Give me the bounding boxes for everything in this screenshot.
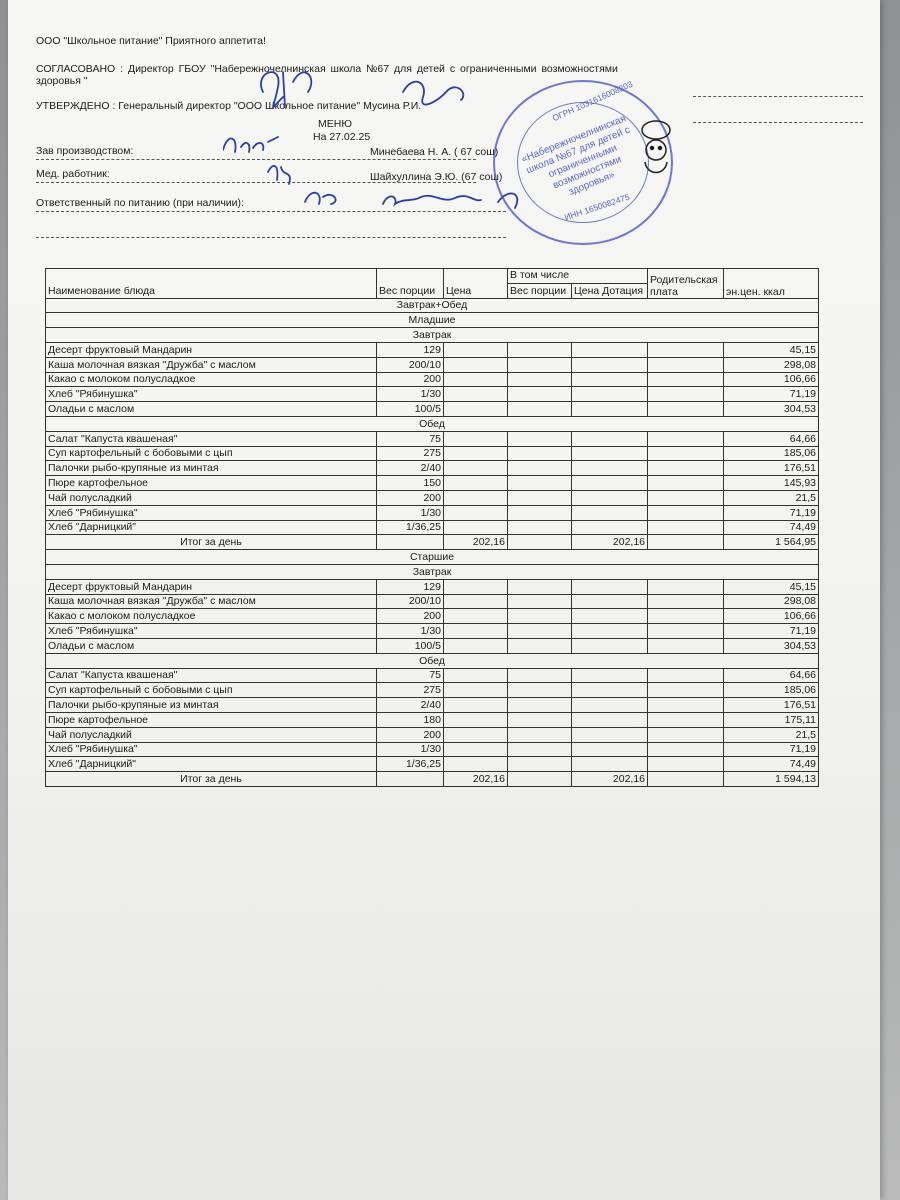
dish-name: Десерт фруктовый Мандарин bbox=[46, 342, 377, 357]
dish-sub-portion bbox=[508, 461, 572, 476]
table-row bbox=[46, 609, 819, 624]
dish-parent-pay bbox=[648, 372, 724, 387]
dish-sub-portion bbox=[508, 712, 572, 727]
dish-parent-pay bbox=[648, 668, 724, 683]
table-row bbox=[46, 342, 819, 357]
dish-kcal: 64,66 bbox=[724, 668, 819, 683]
group-title-row bbox=[46, 550, 819, 565]
dish-sub-portion bbox=[508, 520, 572, 535]
dish-sub-portion bbox=[508, 624, 572, 639]
dish-subsidy-price bbox=[572, 387, 648, 402]
total-price: 202,16 bbox=[444, 772, 508, 787]
dish-kcal: 298,08 bbox=[724, 357, 819, 372]
section-title-row bbox=[46, 564, 819, 579]
group-title: Старшие bbox=[46, 550, 819, 565]
dish-price bbox=[444, 579, 508, 594]
dish-kcal: 175,11 bbox=[724, 712, 819, 727]
col-header-subsidy-price: Цена Дотация bbox=[572, 283, 648, 298]
dish-price bbox=[444, 402, 508, 417]
dish-parent-pay bbox=[648, 683, 724, 698]
dish-subsidy-price bbox=[572, 342, 648, 357]
menu-document bbox=[8, 0, 880, 1200]
dish-portion: 200 bbox=[377, 727, 444, 742]
dish-parent-pay bbox=[648, 757, 724, 772]
head-of-production-name: Минебаева Н. А. ( 67 сош) bbox=[370, 146, 499, 158]
dish-sub-portion bbox=[508, 638, 572, 653]
dish-subsidy-price bbox=[572, 712, 648, 727]
total-subsidy: 202,16 bbox=[572, 535, 648, 550]
head-of-production-label: Зав производством: bbox=[36, 145, 134, 157]
dish-subsidy-price bbox=[572, 490, 648, 505]
dish-portion: 200 bbox=[377, 490, 444, 505]
menu-title: МЕНЮ bbox=[318, 118, 352, 130]
responsible-label: Ответственный по питанию (при наличии): bbox=[36, 197, 244, 209]
total-sub-portion bbox=[508, 535, 572, 550]
table-row bbox=[46, 431, 819, 446]
section-title: Обед bbox=[46, 416, 819, 431]
dish-price bbox=[444, 387, 508, 402]
dish-portion: 100/5 bbox=[377, 402, 444, 417]
total-portion bbox=[377, 535, 444, 550]
dish-kcal: 71,19 bbox=[724, 742, 819, 757]
dish-name: Хлеб "Дарницкий" bbox=[46, 520, 377, 535]
dish-sub-portion bbox=[508, 446, 572, 461]
dish-subsidy-price bbox=[572, 431, 648, 446]
dish-sub-portion bbox=[508, 742, 572, 757]
meal-title: Завтрак+Обед bbox=[46, 298, 819, 313]
dish-name: Суп картофельный с бобовыми с цып bbox=[46, 446, 377, 461]
total-price: 202,16 bbox=[444, 535, 508, 550]
dish-portion: 275 bbox=[377, 683, 444, 698]
dish-kcal: 74,49 bbox=[724, 757, 819, 772]
table-row bbox=[46, 461, 819, 476]
dish-portion: 1/36,25 bbox=[377, 757, 444, 772]
dish-parent-pay bbox=[648, 342, 724, 357]
group-title: Младшие bbox=[46, 313, 819, 328]
dish-portion: 129 bbox=[377, 342, 444, 357]
dish-kcal: 106,66 bbox=[724, 372, 819, 387]
dish-name: Оладьи с маслом bbox=[46, 402, 377, 417]
menu-date: На 27.02.25 bbox=[313, 131, 371, 143]
total-label: Итог за день bbox=[46, 772, 377, 787]
dish-portion: 129 bbox=[377, 579, 444, 594]
table-row bbox=[46, 727, 819, 742]
dish-kcal: 176,51 bbox=[724, 461, 819, 476]
section-title-row bbox=[46, 416, 819, 431]
dish-sub-portion bbox=[508, 387, 572, 402]
chef-logo-icon bbox=[633, 116, 679, 186]
dish-price bbox=[444, 446, 508, 461]
total-parent-pay bbox=[648, 535, 724, 550]
dish-sub-portion bbox=[508, 476, 572, 491]
stamp-text: «Набережночелнинская школа №67 для детей с ограниченными возможностями здоровья» bbox=[520, 113, 632, 198]
dish-subsidy-price bbox=[572, 757, 648, 772]
official-stamp bbox=[493, 80, 673, 245]
dish-subsidy-price bbox=[572, 476, 648, 491]
table-row bbox=[46, 357, 819, 372]
menu-table bbox=[45, 268, 819, 787]
total-row bbox=[46, 772, 819, 787]
dish-name: Суп картофельный с бобовыми с цып bbox=[46, 683, 377, 698]
dish-subsidy-price bbox=[572, 668, 648, 683]
dish-parent-pay bbox=[648, 624, 724, 639]
dish-sub-portion bbox=[508, 342, 572, 357]
medic-name: Шайхуллина Э.Ю. (67 сош) bbox=[370, 171, 503, 183]
dish-price bbox=[444, 624, 508, 639]
dish-sub-portion bbox=[508, 431, 572, 446]
dish-parent-pay bbox=[648, 387, 724, 402]
dish-kcal: 64,66 bbox=[724, 431, 819, 446]
dish-sub-portion bbox=[508, 594, 572, 609]
dish-subsidy-price bbox=[572, 594, 648, 609]
dish-sub-portion bbox=[508, 490, 572, 505]
company-line: ООО "Школьное питание" Приятного аппетита! bbox=[36, 35, 266, 47]
dish-sub-portion bbox=[508, 668, 572, 683]
dish-portion: 200 bbox=[377, 609, 444, 624]
total-sub-portion bbox=[508, 772, 572, 787]
dish-name: Какао с молоком полусладкое bbox=[46, 609, 377, 624]
dish-parent-pay bbox=[648, 520, 724, 535]
dish-portion: 275 bbox=[377, 446, 444, 461]
dish-name: Чай полусладкий bbox=[46, 490, 377, 505]
col-header-name: Наименование блюда bbox=[46, 269, 377, 299]
dish-subsidy-price bbox=[572, 683, 648, 698]
table-row bbox=[46, 698, 819, 713]
total-portion bbox=[377, 772, 444, 787]
dish-name: Палочки рыбо-крупяные из минтая bbox=[46, 698, 377, 713]
dish-portion: 2/40 bbox=[377, 698, 444, 713]
dish-subsidy-price bbox=[572, 624, 648, 639]
dish-sub-portion bbox=[508, 505, 572, 520]
dish-subsidy-price bbox=[572, 638, 648, 653]
dish-price bbox=[444, 594, 508, 609]
dish-price bbox=[444, 712, 508, 727]
dish-price bbox=[444, 757, 508, 772]
signature-line bbox=[693, 96, 863, 97]
dish-kcal: 298,08 bbox=[724, 594, 819, 609]
dish-portion: 1/30 bbox=[377, 505, 444, 520]
dish-portion: 1/30 bbox=[377, 624, 444, 639]
dish-name: Хлеб "Рябинушка" bbox=[46, 505, 377, 520]
dish-portion: 1/30 bbox=[377, 742, 444, 757]
table-row bbox=[46, 520, 819, 535]
table-row bbox=[46, 446, 819, 461]
dish-kcal: 71,19 bbox=[724, 624, 819, 639]
dish-name: Салат "Капуста квашеная" bbox=[46, 668, 377, 683]
table-row bbox=[46, 757, 819, 772]
dish-portion: 1/30 bbox=[377, 387, 444, 402]
dish-sub-portion bbox=[508, 402, 572, 417]
dish-parent-pay bbox=[648, 609, 724, 624]
dish-sub-portion bbox=[508, 698, 572, 713]
stamp-inn: ИНН 1650082475 bbox=[563, 191, 631, 223]
dish-subsidy-price bbox=[572, 727, 648, 742]
dish-subsidy-price bbox=[572, 461, 648, 476]
dish-parent-pay bbox=[648, 579, 724, 594]
dish-price bbox=[444, 742, 508, 757]
dish-price bbox=[444, 461, 508, 476]
dish-parent-pay bbox=[648, 698, 724, 713]
dish-parent-pay bbox=[648, 461, 724, 476]
dish-subsidy-price bbox=[572, 609, 648, 624]
dish-subsidy-price bbox=[572, 742, 648, 757]
dish-portion: 100/5 bbox=[377, 638, 444, 653]
dish-subsidy-price bbox=[572, 446, 648, 461]
dish-sub-portion bbox=[508, 727, 572, 742]
table-row bbox=[46, 638, 819, 653]
table-row bbox=[46, 402, 819, 417]
dish-price bbox=[444, 683, 508, 698]
table-row bbox=[46, 742, 819, 757]
dish-name: Какао с молоком полусладкое bbox=[46, 372, 377, 387]
dish-subsidy-price bbox=[572, 520, 648, 535]
dish-parent-pay bbox=[648, 490, 724, 505]
dish-name: Хлеб "Рябинушка" bbox=[46, 387, 377, 402]
dish-name: Хлеб "Дарницкий" bbox=[46, 757, 377, 772]
col-header-including: В том числе bbox=[508, 269, 648, 284]
section-title: Завтрак bbox=[46, 564, 819, 579]
dish-price bbox=[444, 505, 508, 520]
signature-line bbox=[36, 237, 506, 238]
dish-name: Палочки рыбо-крупяные из минтая bbox=[46, 461, 377, 476]
col-header-parent-pay: Родительская плата bbox=[648, 269, 724, 299]
total-label: Итог за день bbox=[46, 535, 377, 550]
dish-portion: 200/10 bbox=[377, 357, 444, 372]
total-parent-pay bbox=[648, 772, 724, 787]
dish-price bbox=[444, 476, 508, 491]
table-row bbox=[46, 683, 819, 698]
dish-kcal: 145,93 bbox=[724, 476, 819, 491]
dish-sub-portion bbox=[508, 757, 572, 772]
dish-price bbox=[444, 342, 508, 357]
dish-parent-pay bbox=[648, 594, 724, 609]
dish-kcal: 304,53 bbox=[724, 402, 819, 417]
dish-name: Каша молочная вязкая "Дружба" с маслом bbox=[46, 357, 377, 372]
table-row bbox=[46, 712, 819, 727]
dish-portion: 200/10 bbox=[377, 594, 444, 609]
dish-parent-pay bbox=[648, 402, 724, 417]
dish-subsidy-price bbox=[572, 698, 648, 713]
dish-name: Пюре картофельное bbox=[46, 712, 377, 727]
dish-name: Пюре картофельное bbox=[46, 476, 377, 491]
agreed-line: СОГЛАСОВАНО : Директор ГБОУ "Набережночелнинская школа №67 для детей с ограниченными возможностями bbox=[36, 63, 618, 75]
table-header-row bbox=[46, 269, 819, 284]
dish-price bbox=[444, 638, 508, 653]
dish-portion: 1/36,25 bbox=[377, 520, 444, 535]
dish-price bbox=[444, 727, 508, 742]
dish-subsidy-price bbox=[572, 505, 648, 520]
dish-kcal: 21,5 bbox=[724, 727, 819, 742]
total-row bbox=[46, 535, 819, 550]
dish-portion: 75 bbox=[377, 668, 444, 683]
approved-line: УТВЕРЖДЕНО : Генеральный директор "ООО Школьное питание" Мусина Р.И. bbox=[36, 100, 422, 112]
table-row bbox=[46, 372, 819, 387]
dish-sub-portion bbox=[508, 609, 572, 624]
table-row bbox=[46, 490, 819, 505]
total-kcal: 1 564,95 bbox=[724, 535, 819, 550]
section-title-row bbox=[46, 328, 819, 343]
meal-title-row bbox=[46, 298, 819, 313]
stamp-ogrn: ОГРН 1031616008203 bbox=[550, 78, 635, 124]
dish-parent-pay bbox=[648, 712, 724, 727]
table-row bbox=[46, 594, 819, 609]
dish-subsidy-price bbox=[572, 579, 648, 594]
dish-name: Салат "Капуста квашеная" bbox=[46, 431, 377, 446]
dish-name: Хлеб "Рябинушка" bbox=[46, 742, 377, 757]
dish-sub-portion bbox=[508, 579, 572, 594]
section-title: Завтрак bbox=[46, 328, 819, 343]
dish-kcal: 45,15 bbox=[724, 342, 819, 357]
dish-kcal: 185,06 bbox=[724, 683, 819, 698]
medic-label: Мед. работник: bbox=[36, 168, 110, 180]
dish-kcal: 106,66 bbox=[724, 609, 819, 624]
agreed-line-cont: здоровья " bbox=[36, 75, 88, 87]
dish-kcal: 304,53 bbox=[724, 638, 819, 653]
col-header-price: Цена bbox=[444, 269, 508, 299]
dish-kcal: 71,19 bbox=[724, 387, 819, 402]
dish-price bbox=[444, 372, 508, 387]
col-header-portion: Вес порции bbox=[377, 269, 444, 299]
dish-portion: 2/40 bbox=[377, 461, 444, 476]
total-kcal: 1 594,13 bbox=[724, 772, 819, 787]
dish-sub-portion bbox=[508, 357, 572, 372]
dish-price bbox=[444, 668, 508, 683]
dish-kcal: 45,15 bbox=[724, 579, 819, 594]
dish-price bbox=[444, 609, 508, 624]
dish-price bbox=[444, 490, 508, 505]
dish-portion: 180 bbox=[377, 712, 444, 727]
table-row bbox=[46, 476, 819, 491]
dish-subsidy-price bbox=[572, 402, 648, 417]
col-header-energy: эн.цен. ккал bbox=[724, 269, 819, 299]
dish-kcal: 21,5 bbox=[724, 490, 819, 505]
dish-price bbox=[444, 520, 508, 535]
table-row bbox=[46, 387, 819, 402]
dish-parent-pay bbox=[648, 727, 724, 742]
dish-price bbox=[444, 431, 508, 446]
dish-name: Чай полусладкий bbox=[46, 727, 377, 742]
signature-line bbox=[693, 122, 863, 123]
dish-kcal: 185,06 bbox=[724, 446, 819, 461]
dish-portion: 150 bbox=[377, 476, 444, 491]
dish-parent-pay bbox=[648, 638, 724, 653]
dish-sub-portion bbox=[508, 372, 572, 387]
section-title: Обед bbox=[46, 653, 819, 668]
dish-parent-pay bbox=[648, 742, 724, 757]
dish-kcal: 74,49 bbox=[724, 520, 819, 535]
section-title-row bbox=[46, 653, 819, 668]
dish-sub-portion bbox=[508, 683, 572, 698]
dish-subsidy-price bbox=[572, 357, 648, 372]
dish-portion: 200 bbox=[377, 372, 444, 387]
dish-name: Хлеб "Рябинушка" bbox=[46, 624, 377, 639]
table-row bbox=[46, 505, 819, 520]
dish-parent-pay bbox=[648, 446, 724, 461]
dish-parent-pay bbox=[648, 505, 724, 520]
table-row bbox=[46, 624, 819, 639]
dish-kcal: 176,51 bbox=[724, 698, 819, 713]
dish-kcal: 71,19 bbox=[724, 505, 819, 520]
dish-name: Оладьи с маслом bbox=[46, 638, 377, 653]
col-header-sub-portion: Вес порции bbox=[508, 283, 572, 298]
group-title-row bbox=[46, 313, 819, 328]
dish-parent-pay bbox=[648, 476, 724, 491]
dish-parent-pay bbox=[648, 431, 724, 446]
dish-price bbox=[444, 698, 508, 713]
dish-name: Десерт фруктовый Мандарин bbox=[46, 579, 377, 594]
total-subsidy: 202,16 bbox=[572, 772, 648, 787]
dish-parent-pay bbox=[648, 357, 724, 372]
table-row bbox=[46, 668, 819, 683]
dish-subsidy-price bbox=[572, 372, 648, 387]
dish-name: Каша молочная вязкая "Дружба" с маслом bbox=[46, 594, 377, 609]
dish-price bbox=[444, 357, 508, 372]
table-row bbox=[46, 579, 819, 594]
dish-portion: 75 bbox=[377, 431, 444, 446]
